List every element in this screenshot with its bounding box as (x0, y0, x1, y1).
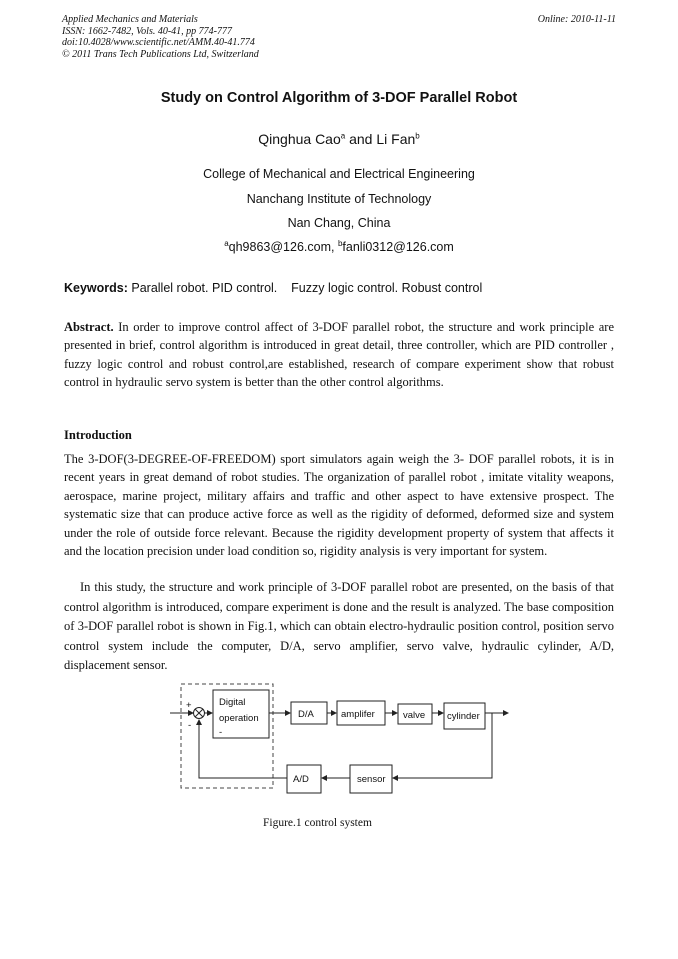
author-1-sup: a (340, 131, 346, 141)
abstract-text: In order to improve control affect of 3-DOF parallel robot, the structure and work principle are presented in brief, control algorithm is introduced in great detail, three controller, which are PID controller , fuzzy logic control and robust control,are established, research of compare experiment show that robust control in hydraulic servo system is better than the other control algorithms. (64, 320, 614, 390)
email-a: qh9863@126.com, (228, 240, 335, 254)
email-b-sup: b (337, 238, 343, 248)
cylinder-label: cylinder (447, 711, 480, 722)
figure-caption: Figure.1 control system (263, 817, 372, 829)
section-heading: Introduction (64, 428, 132, 442)
sensor-label: sensor (357, 774, 386, 785)
plus-sign: + (186, 700, 192, 711)
digital-label-1: Digital (219, 697, 246, 708)
journal-name: Applied Mechanics and Materials (62, 14, 198, 25)
issn: ISSN: 1662-7482, Vols. 40-41, pp 774-777 (62, 25, 232, 37)
abstract-label: Abstract. (64, 320, 114, 334)
affiliation-line-2: Nanchang Institute of Technology (246, 192, 432, 206)
valve-label: valve (403, 710, 426, 721)
affiliation-line-1: College of Mechanical and Electrical Engineering (203, 167, 475, 181)
online-date: Online: 2010-11-11 (537, 14, 616, 25)
amplifier-label: amplifer (341, 709, 375, 720)
author-2-sup: b (415, 131, 420, 141)
copyright: © 2011 Trans Tech Publications Ltd, Switzerland (62, 48, 259, 60)
email-a-sup: a (224, 238, 229, 248)
author-sep: and (345, 131, 377, 147)
summing-junction (194, 708, 205, 719)
affiliation-line-3: Nan Chang, China (287, 216, 391, 230)
digital-label-3: - (219, 727, 223, 738)
keywords-label: Keywords: (64, 281, 128, 295)
intro-paragraph-2: In this study, the structure and work principle of 3-DOF parallel robot are presented, on the basis of that control algorithm is introduced, compare experiment is done and the result is analyzed. The base composition of 3-DOF parallel robot is shown in Fig.1, which can obtain electro-hydraulic position control, position servo control system include the computer, D/A, servo amplifier, servo valve, hydraulic cylinder, A/D, displacement sensor. (64, 580, 614, 672)
paper-title: Study on Control Algorithm of 3-DOF Parallel Robot (160, 90, 518, 106)
keywords-text: Parallel robot. PID control. Fuzzy logic control. Robust control (127, 281, 483, 295)
doi: doi:10.4028/www.scientific.net/AMM.40-41.774 (62, 37, 255, 48)
author-2: Li Fan (376, 131, 416, 147)
da-label: D/A (298, 709, 314, 720)
minus-sign: - (188, 720, 192, 731)
email-b: fanli0312@126.com (342, 240, 454, 254)
intro-paragraph-1: The 3-DOF(3-DEGREE-OF-FREEDOM) sport simulators again weigh the 3- DOF parallel robots, it is in recent years in great demand of robot studies. The organization of parallel robot , imitate vitality weapons, aerospace, marine project, military affairs and traffic and other aspect to have extensive prospect. The systematic size that can produce active force as well as the rigidity of deformed, deformed size and system under the role of outside force relevant. Because the rigidity development property of system that affects it and the location precision under load condition so, rigidity analysis is very important for system. (64, 452, 614, 559)
author-1: Qinghua Cao (258, 131, 341, 147)
digital-label-2: operation (219, 713, 259, 724)
ad-label: A/D (293, 774, 309, 785)
